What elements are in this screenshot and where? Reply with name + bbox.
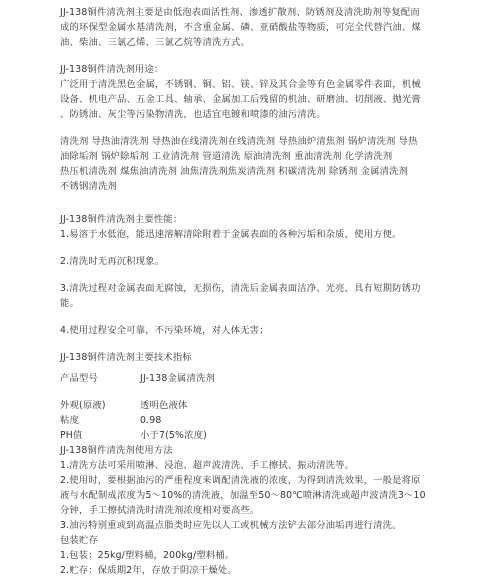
usage-title: JJ-138铜件清洗剂用途： [60,64,164,75]
performance-item-2: 2.清洗时无再沉积现象。 [60,256,165,267]
keywords-line-3: 热压机清洗剂 煤焦油清洗剂 油焦清洗剂焦炭清洗剂 积碳清洗剂 除锈剂 金属清洗剂 [60,166,409,177]
performance-item-3-line-1: 3.清洗过程对金属表面无腐蚀，无损伤，清洗后金属表面洁净、光亮，具有短期防锈功 [60,283,421,294]
spec-viscosity-value: 0.98 [140,415,162,426]
spec-ph-value: 小于7(5%浓度) [140,430,207,441]
method-item-1: 1.清洗方法可采用喷淋、浸泡、超声波清洗、手工擦拭、振动清洗等。 [60,460,355,471]
method-item-2-line-1: 2.使用时，要根据油污的严重程度来调配清洗液的浓度，为得到清洗效果，一般是将原 [60,475,421,486]
usage-line-2: 设备、机电产品、五金工具、轴承、金属加工后残留的机油、研磨油、切削液、抛光膏 [60,94,421,105]
method-item-3: 3.油污特别重或到高温点脂类时应先以人工或机械方法铲去部分油垢再进行清洗。 [60,520,402,531]
spec-ph-label: PH值 [60,430,83,441]
method-item-2-line-3: 分钟，手工擦拭清洗时清洗剂浓度相对要高些。 [60,505,260,516]
spec-row-appearance [60,398,442,413]
intro-line-2: 成的环保型金属水基清洗剂，不含重金属、磷、亚硝酸盐等物质，可完全代替汽油、煤 [60,22,421,33]
spec-viscosity-label: 粘度 [60,415,79,426]
performance-title: JJ-138铜件清洗剂主要性能： [60,214,183,225]
intro-line-3: 油、柴油、三氯乙烯、三氯乙烷等清洗方式。 [60,37,250,48]
spec-appearance-label: 外观(原液) [60,400,106,411]
spec-model-label: 产品型号 [60,373,98,384]
performance-item-1: 1.易溶于水低泡，能迅速溶解清除附着于金属表面的各种污垢和杂质，使用方便。 [60,229,402,240]
packaging-title: 包装贮存 [60,535,98,546]
intro-line-1: JJ-138铜件清洗剂主要是由低泡表面活性剂、渗透扩散剂、防锈剂及清洗助剂等复配而 [60,7,420,18]
performance-item-4: 4.使用过程安全可靠，不污染环境，对人体无害； [60,325,269,336]
spec-row-viscosity [60,413,442,428]
keywords-line-1: 清洗剂 导热油清洗剂 导热油在线清洗剂在线清洗剂 导热油炉清焦剂 锅炉清洗剂 导热 [60,136,418,147]
spec-model-value: JJ-138金属清洗剂 [140,373,215,384]
method-item-2-line-2: 液与水配制成浓度为5～10%的清洗液，加温至50～80℃喷淋清洗或超声波清洗3～10 [60,490,426,501]
spec-row-model [60,371,442,386]
keywords-line-2: 油除垢剂 锅炉除垢剂 工业清洗剂 管道清洗 原油清洗剂 重油清洗剂 化学清洗剂 [60,151,393,162]
method-title: JJ-138铜件清洗剂使用方法 [60,445,173,456]
packaging-item-1: 1.包装：25kg/塑料桶，200kg/塑料桶。 [60,550,235,561]
usage-line-3: 、防锈油、灰尘等污染物清洗，也适宜电镀和喷漆的油污清洗。 [60,109,326,120]
keywords-line-4: 不锈钢清洗剂 [60,181,117,192]
spec-appearance-value: 透明色液体 [140,400,188,411]
spec-row-ph [60,428,442,443]
usage-line-1: 广泛用于清洗黑色金属，不锈钢、铜、铝、镁、锌及其合金等有色金属零件表面，机械 [60,79,421,90]
performance-item-3-line-2: 能。 [60,298,79,309]
packaging-item-2: 2.贮存：保质期2年，存放于阴凉干燥处。 [60,565,237,576]
specs-title: JJ-138铜件清洗剂主要技术指标 [60,352,192,363]
